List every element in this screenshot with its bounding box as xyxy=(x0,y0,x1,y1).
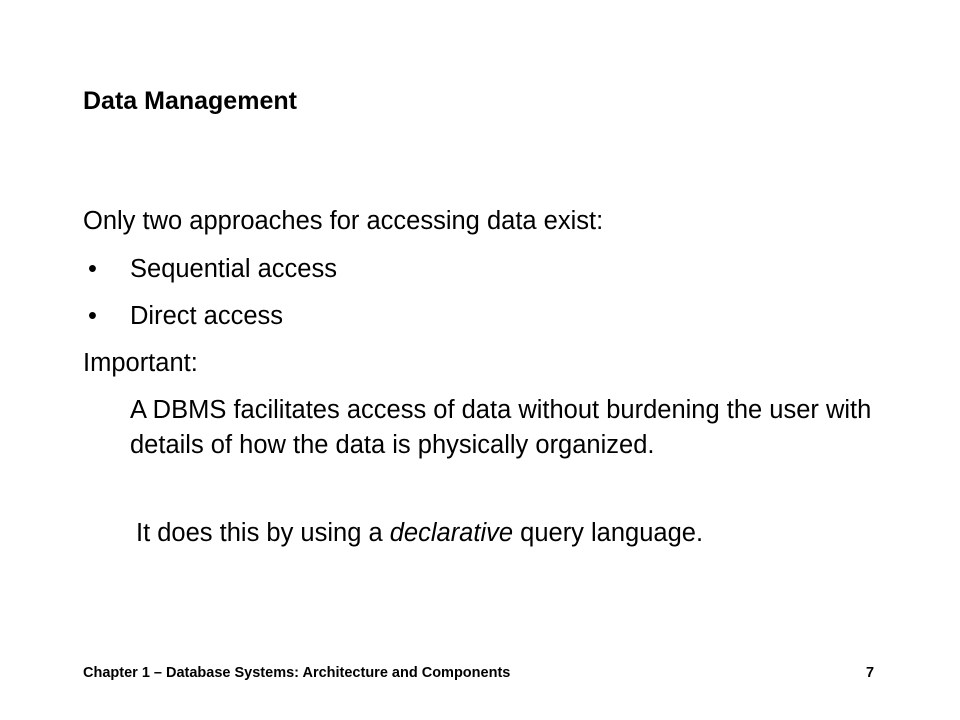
intro-text: Only two approaches for accessing data exist: xyxy=(83,207,604,235)
important-label: Important: xyxy=(83,349,198,377)
footer-page-number: 7 xyxy=(866,665,875,681)
closing-sentence xyxy=(136,517,703,549)
closing-text-after: query language. xyxy=(513,519,704,547)
bullet-icon: • xyxy=(88,302,97,330)
closing-text-before: It does this by using a xyxy=(136,519,390,547)
closing-emphasis: declarative xyxy=(389,519,514,547)
bullet-text: Direct access xyxy=(130,302,284,330)
footer-chapter-title: Chapter 1 – Database Systems: Architecture and Components xyxy=(83,665,511,681)
slide-title: Data Management xyxy=(83,87,297,115)
bullet-text: Sequential access xyxy=(130,255,337,283)
dbms-paragraph: A DBMS facilitates access of data without burdening the user with details of how the data is physically organized. xyxy=(130,396,872,459)
bullet-icon: • xyxy=(88,255,97,283)
